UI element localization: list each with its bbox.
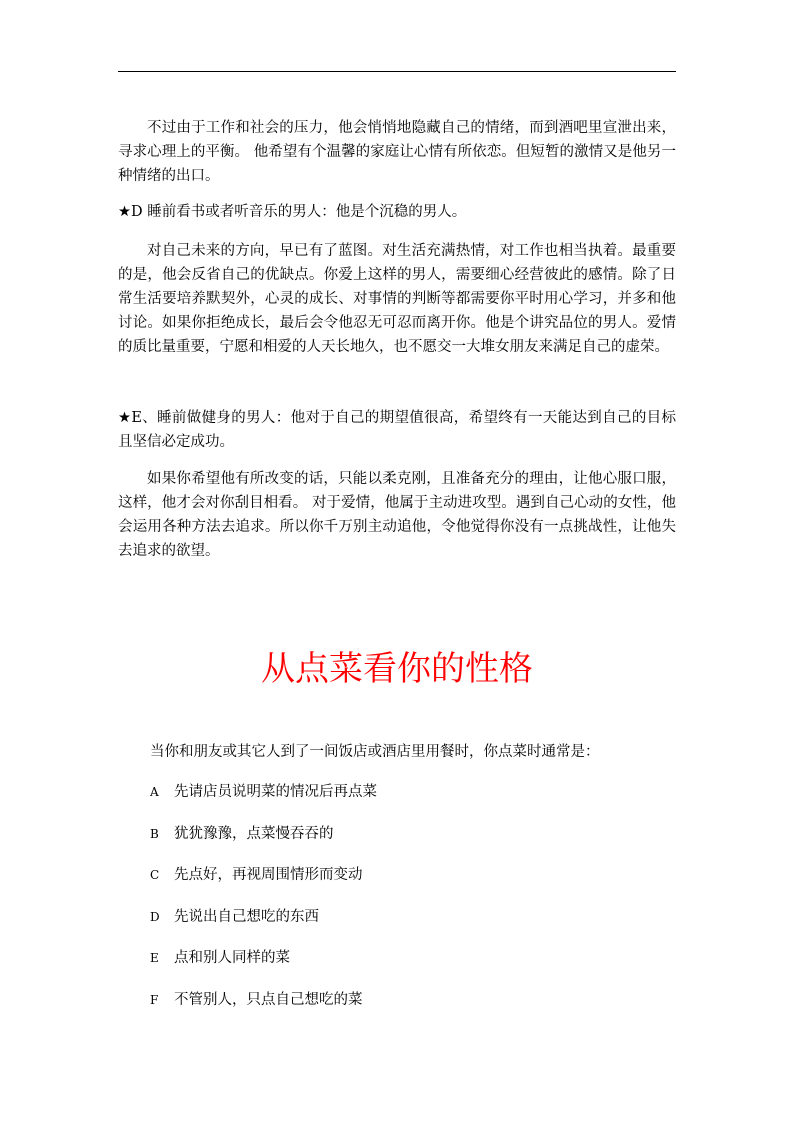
option-text: 先点好，再视周围情形而变动 <box>174 867 363 884</box>
section-title: 从点菜看你的性格 <box>261 649 533 689</box>
heading-reading-man: ★D 睡前看书或者听音乐的男人：他是个沉稳的男人。 <box>118 204 467 220</box>
option-letter: E <box>150 951 159 966</box>
option-letter: B <box>150 826 159 841</box>
option-text: 不管别人，只点自己想吃的菜 <box>174 991 363 1008</box>
quiz-question: 当你和朋友或其它人到了一间饭店或酒店里用餐时，你点菜时通常是： <box>150 744 600 760</box>
option-d <box>150 905 377 947</box>
option-a <box>150 780 377 822</box>
paragraph-fitness-man: 如果你希望他有所改变的话，只能以柔克刚，且准备充分的理由，让他心服口服，这样，他才会对你刮目相看。 对于爱情，他属于主动进攻型。遇到自己心动的女性，他会运用各种方法去追求。所以你千万别主动追他，令他觉得你没有一点挑战性，让他失去追求的欲望。 <box>118 471 676 559</box>
option-letter: F <box>150 992 159 1007</box>
option-b <box>150 822 377 864</box>
option-text: 先说出自己想吃的东西 <box>174 908 319 925</box>
paragraph-pressure: 不过由于工作和社会的压力，他会悄悄地隐藏自己的情绪，而到酒吧里宣泄出来，寻求心理上的平衡。 他希望有个温馨的家庭让心情有所依恋。但短暂的激情又是他另一种情绪的出口。 <box>118 120 676 184</box>
option-f <box>150 988 377 1030</box>
option-text: 犹犹豫豫，点菜慢吞吞的 <box>174 825 334 842</box>
option-letter: A <box>150 785 159 799</box>
header-rule <box>118 71 676 72</box>
option-list <box>150 780 377 1030</box>
option-text: 先请店员说明菜的情况后再点菜 <box>174 784 377 800</box>
option-c <box>150 863 377 905</box>
option-letter: C <box>150 868 160 883</box>
option-e <box>150 946 377 988</box>
paragraph-reading-man: 对自己未来的方向，早已有了蓝图。对生活充满热情，对工作也相当执着。最重要的是，他会反省自己的优缺点。你爱上这样的男人，需要细心经营彼此的感情。除了日常生活要培养默契外，心灵的成长、对事情的判断等都需要你平时用心学习，并多和他讨论。如果你拒绝成长，最后会令他忍无可忍而离开你。他是个讲究品位的男人。爱情的质比量重要，宁愿和相爱的人天长地久，也不愿交一大堆女朋友来满足自己的虚荣。 <box>118 243 676 355</box>
heading-fitness-man: ★E、睡前做健身的男人：他对于自己的期望值很高，希望终有一天能达到自己的目标且坚信必定成功。 <box>118 410 676 450</box>
option-text: 点和别人同样的菜 <box>174 950 290 967</box>
option-letter: D <box>150 909 160 924</box>
